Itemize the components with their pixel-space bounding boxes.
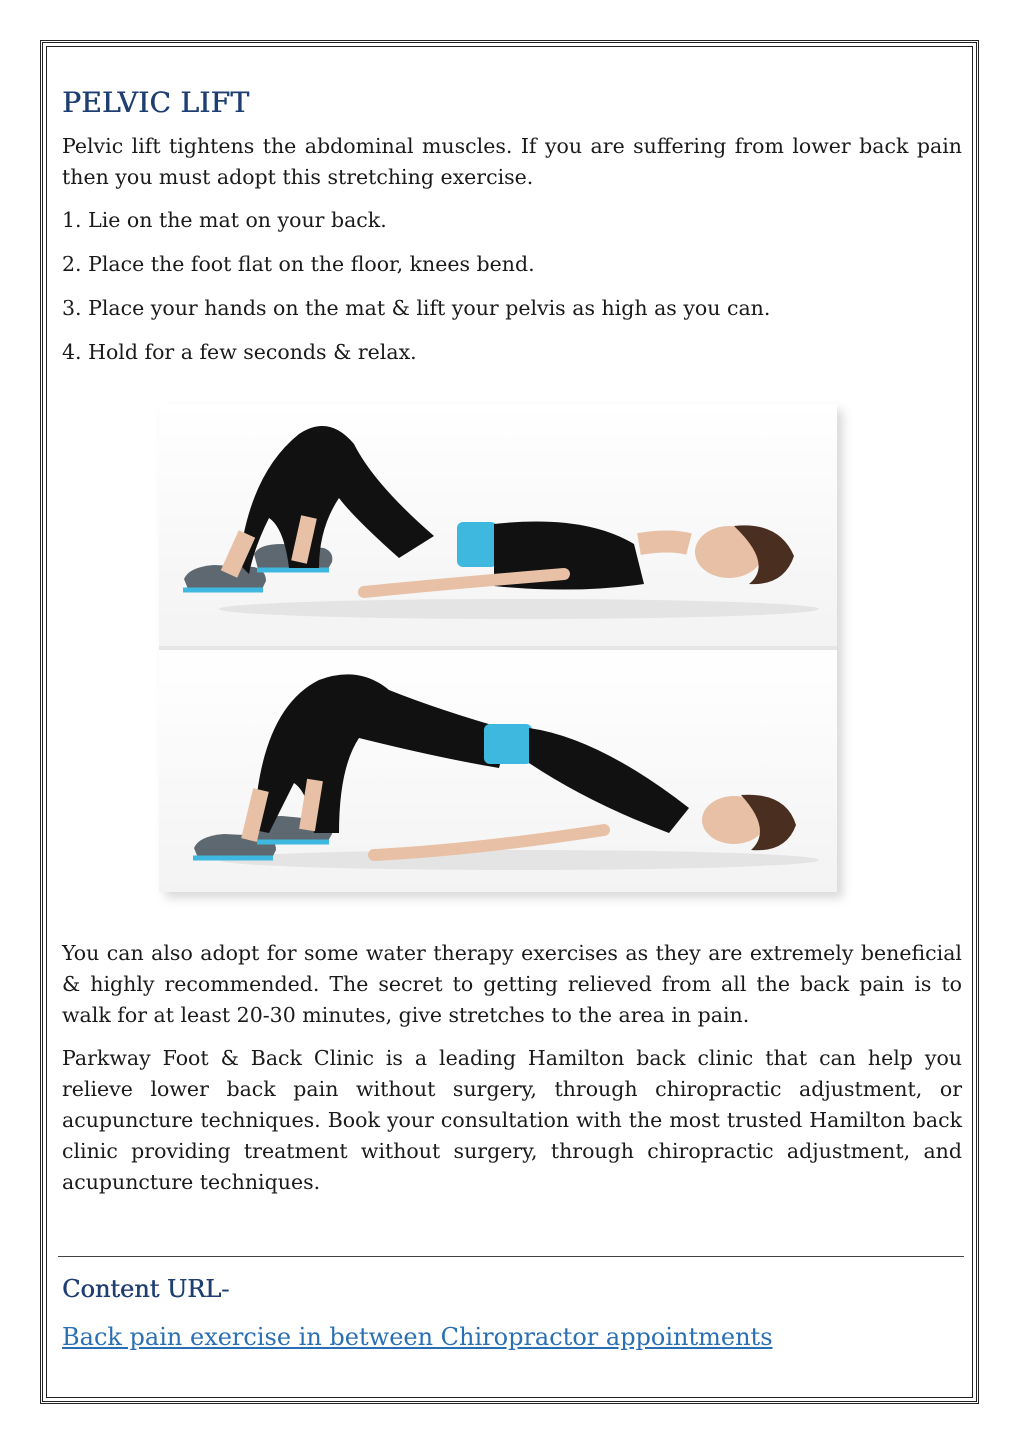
page-title: PELVIC LIFT [62, 86, 250, 119]
paragraph-water-therapy: You can also adopt for some water therapy exercises as they are extremely beneficial & highly recommended. The secret to getting relieved from all the back pain is to walk for at least 20-30 minutes, give stretches to the area in pain. [62, 941, 962, 1027]
step-4: 4. Hold for a few seconds & relax. [62, 340, 417, 364]
step-2: 2. Place the foot flat on the floor, knees bend. [62, 252, 535, 276]
step-1: 1. Lie on the mat on your back. [62, 208, 387, 232]
content-url-heading: Content URL- [62, 1275, 230, 1303]
photo-frame [159, 404, 837, 892]
horizontal-divider [58, 1256, 964, 1257]
paragraph-clinic: Parkway Foot & Back Clinic is a leading Hamilton back clinic that can help you relieve lower back pain without surgery, through chiropractic adjustment, or acupuncture techniques. Book your consultation with the most trusted Hamilton back clinic providing treatment without surgery, through chiropractic adjustment, and acupuncture techniques. [62, 1046, 962, 1194]
photo-panel-lifted-position [159, 650, 837, 892]
document-body [62, 86, 962, 1210]
intro-paragraph: Pelvic lift tightens the abdominal muscles. If you are suffering from lower back pain then you must adopt this stretching exercise. [62, 134, 962, 189]
photo-panel-start-position [159, 404, 837, 646]
content-url-link[interactable]: Back pain exercise in between Chiropractor appointments [62, 1323, 773, 1351]
exercise-photo [159, 404, 837, 892]
step-3: 3. Place your hands on the mat & lift your pelvis as high as you can. [62, 296, 771, 320]
